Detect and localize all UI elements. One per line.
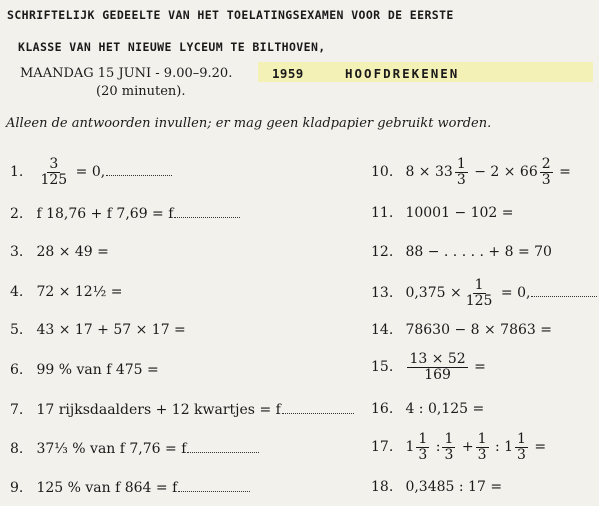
answer-line[interactable]	[282, 402, 354, 414]
question-16: 16. 4 : 0,125 =	[371, 401, 485, 417]
question-18: 18. 0,3485 : 17 =	[371, 479, 503, 495]
answer-line[interactable]	[531, 285, 597, 297]
exam-subject: HOOFDREKENEN	[345, 66, 460, 81]
answer-line[interactable]	[106, 164, 172, 176]
question-1: 1. $\frac{3}{125}$ = 0,	[10, 157, 172, 187]
header-line-1: SCHRIFTELIJK GEDEELTE VAN HET TOELATINGSEXAMEN VOOR DE EERSTE	[7, 8, 454, 22]
fraction: $\frac{3}{125}$	[40, 156, 68, 188]
question-15: 15. $\frac{13 \times 52}{169}$ =	[371, 351, 486, 383]
question-13: 13. 0,375 × $\frac{1}{125}$ = 0,	[371, 278, 597, 308]
answer-line[interactable]	[174, 206, 240, 218]
answer-line[interactable]	[187, 441, 259, 453]
exam-year: 1959	[272, 66, 304, 81]
question-6: 6. 99 % van f 475 =	[10, 362, 159, 378]
question-10: 10. 8 × 33 $\frac{1}{3}$ − 2 × 66 $\frac{2}{3}$ =	[371, 156, 571, 188]
question-11: 11. 10001 − 102 =	[371, 205, 514, 221]
instructions: Alleen de antwoorden invullen; er mag geen kladpapier gebruikt worden.	[6, 116, 492, 131]
question-14: 14. 78630 − 8 × 7863 =	[371, 322, 552, 338]
question-4: 4. 72 × 12½ =	[10, 284, 123, 300]
question-2: 2. f 18,76 + f 7,69 = f	[10, 206, 240, 221]
question-7: 7. 17 rijksdaalders + 12 kwartjes = f	[10, 402, 354, 417]
header-line-2: KLASSE VAN HET NIEUWE LYCEUM TE BILTHOVEN,	[18, 40, 326, 54]
answer-line[interactable]	[178, 480, 250, 492]
question-17: 17. 1 $\frac{1}{3}$ : $\frac{1}{3}$ + $\frac{1}{3}$ : 1 $\frac{1}{3}$ =	[371, 431, 547, 463]
exam-duration: (20 minuten).	[96, 84, 186, 99]
question-3: 3. 28 × 49 =	[10, 244, 109, 260]
question-5: 5. 43 × 17 + 57 × 17 =	[10, 322, 186, 338]
question-12: 12. 88 − . . . . . + 8 = 70	[371, 244, 552, 260]
question-8: 8. 37⅓ % van f 7,76 = f	[10, 441, 259, 456]
question-9: 9. 125 % van f 864 = f	[10, 480, 250, 495]
exam-date: MAANDAG 15 JUNI - 9.00–9.20.	[20, 66, 233, 81]
